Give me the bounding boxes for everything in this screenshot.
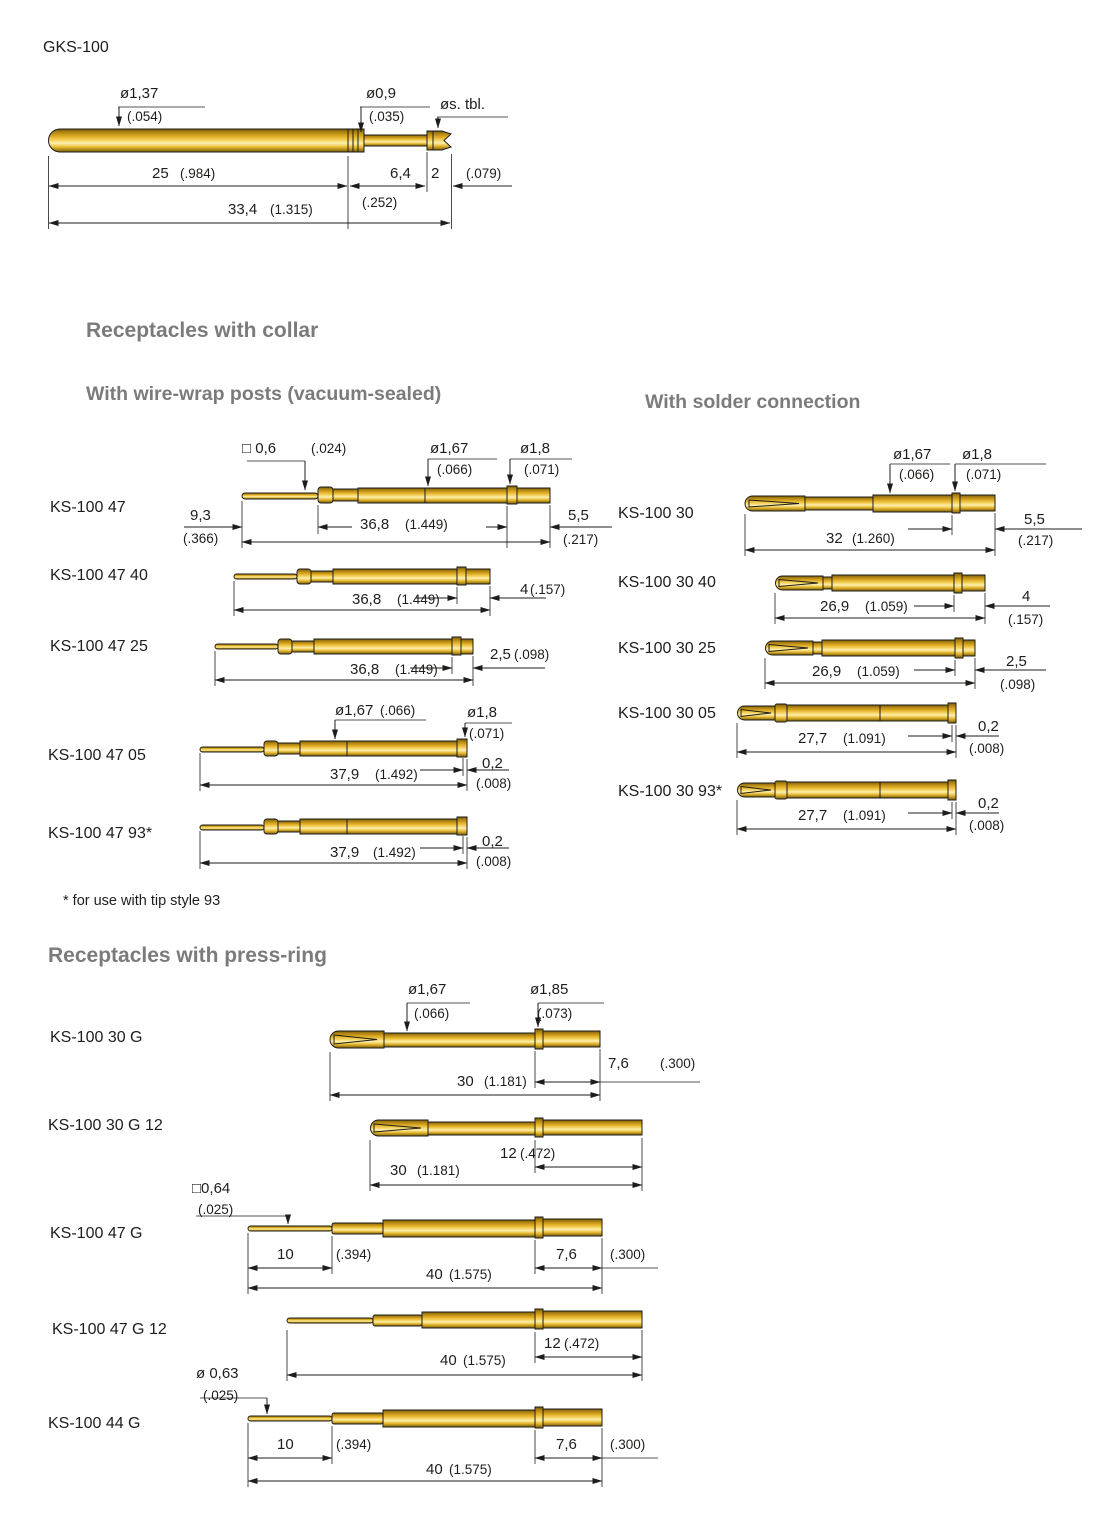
part-name: KS-100 30 40 — [618, 574, 716, 591]
dim-len1-metric: 25 — [152, 165, 169, 182]
dim-dia1-metric: ø1,67 — [335, 702, 374, 719]
part-name: KS-100 47 40 — [50, 567, 148, 584]
dim-tail-metric: 0,2 — [978, 795, 999, 812]
dim-dia1-metric: ø1,67 — [408, 981, 447, 998]
dim-len2-metric: 6,4 — [390, 165, 411, 182]
dim-len2-inch: (.252) — [362, 195, 398, 210]
dim-dia1-metric: ø1,37 — [120, 85, 159, 102]
dim-len1-inch: (.984) — [180, 166, 216, 181]
dim-tail-metric: 2,5 — [490, 646, 511, 663]
dim-tail-inch: (.008) — [476, 776, 512, 791]
part-name: KS-100 30 25 — [618, 640, 716, 657]
dim-length-metric: 40 — [426, 1461, 443, 1478]
dim-dia-inch: (.025) — [203, 1388, 239, 1403]
part-name: KS-100 30 G 12 — [48, 1117, 163, 1134]
dim-dia2-inch: (.073) — [537, 1006, 573, 1021]
dim-length-inch: (1.492) — [373, 845, 416, 860]
ks-100-47-g-12-drawing — [200, 1309, 642, 1414]
dim-length-metric: 30 — [390, 1162, 407, 1179]
dim-total-inch: (1.315) — [270, 202, 313, 217]
dim-tail-inch: (.472) — [520, 1146, 556, 1161]
dim-tail-inch: (.157) — [1008, 612, 1044, 627]
dim-square-inch: (.025) — [198, 1202, 234, 1217]
dim-post-metric: 10 — [277, 1436, 294, 1453]
dim-total-metric: 33,4 — [228, 201, 258, 218]
part-name: KS-100 30 93* — [618, 783, 723, 800]
dim-tail-metric: 2,5 — [1006, 653, 1027, 670]
dim-length-metric: 36,8 — [360, 516, 390, 533]
dim-tail-metric: 0,2 — [482, 755, 503, 772]
part-name: KS-100 44 G — [48, 1415, 141, 1432]
dim-tail-metric: 0,2 — [978, 718, 999, 735]
dim-square-inch: (.024) — [311, 441, 347, 456]
dim-length-metric: 26,9 — [820, 598, 850, 615]
part-name: KS-100 47 05 — [48, 747, 146, 764]
dim-length-metric: 32 — [826, 530, 843, 547]
dim-length-inch: (1.181) — [417, 1163, 460, 1178]
dim-length-inch: (1.091) — [843, 808, 886, 823]
dim-dia2-metric: ø1,8 — [962, 446, 993, 463]
dim-tail-metric: 0,2 — [482, 833, 503, 850]
dim-dia2-metric: ø1,8 — [467, 704, 498, 721]
dim-tail-metric: 5,5 — [568, 507, 589, 524]
footnote: * for use with tip style 93 — [63, 893, 221, 909]
dim-len3-inch: (.079) — [466, 166, 502, 181]
dim-dia1-inch: (.066) — [414, 1006, 450, 1021]
part-name: KS-100 47 G 12 — [52, 1321, 167, 1338]
dim-tail-inch: (.157) — [530, 582, 566, 597]
dim-length-metric: 40 — [440, 1352, 457, 1369]
ks-100-47-40-drawing — [234, 567, 546, 616]
dim-length-inch: (1.492) — [375, 767, 418, 782]
dim-dia1-inch: (.066) — [899, 467, 935, 482]
page-title: GKS-100 — [43, 39, 109, 56]
dim-tail-inch: (.217) — [1018, 533, 1054, 548]
heading-collar: Receptacles with collar — [86, 319, 319, 342]
dim-tail-inch: (.217) — [563, 532, 599, 547]
dim-dia1-metric: ø1,67 — [893, 446, 932, 463]
ks-100-47-93-drawing — [200, 817, 512, 869]
dim-dia2-inch: (.071) — [966, 467, 1002, 482]
dim-length-metric: 37,9 — [330, 844, 360, 861]
dim-length-inch: (1.575) — [449, 1462, 492, 1477]
dim-dia2-metric: ø1,8 — [520, 440, 551, 457]
dim-dia1-inch: (.066) — [437, 462, 473, 477]
dim-length-inch: (1.181) — [484, 1074, 527, 1089]
dim-length-metric: 36,8 — [352, 591, 382, 608]
dim-dia-metric: ø 0,63 — [196, 1365, 239, 1382]
dim-length-metric: 30 — [457, 1073, 474, 1090]
dim-square-metric: □ 0,6 — [242, 440, 277, 457]
dim-length-metric: 26,9 — [812, 663, 842, 680]
dim-length-metric: 27,7 — [798, 730, 828, 747]
dim-dia2-metric: ø0,9 — [366, 85, 397, 102]
dim-tail-metric: 7,6 — [556, 1246, 577, 1263]
part-name: KS-100 47 93* — [48, 825, 153, 842]
dim-dia2-metric: ø1,85 — [530, 981, 569, 998]
dim-tail-metric: 7,6 — [608, 1055, 629, 1072]
dim-length-inch: (1.091) — [843, 731, 886, 746]
dim-tail-metric: 12 — [544, 1335, 561, 1352]
dim-tail-inch: (.300) — [610, 1247, 646, 1262]
dim-post-inch: (.394) — [336, 1247, 372, 1262]
dim-post-metric: 9,3 — [190, 507, 211, 524]
dim-dia1-inch: (.054) — [127, 109, 163, 124]
dim-length-inch: (1.449) — [405, 517, 448, 532]
dim-dia2-inch: (.071) — [524, 462, 560, 477]
part-name: KS-100 47 25 — [50, 638, 148, 655]
dim-length-inch: (1.059) — [865, 599, 908, 614]
heading-press-ring: Receptacles with press-ring — [48, 944, 327, 967]
dim-length-inch: (1.449) — [397, 592, 440, 607]
dim-tail-inch: (.472) — [564, 1336, 600, 1351]
dim-tail-metric: 4 — [520, 581, 529, 598]
dim-tail-inch: (.008) — [476, 854, 512, 869]
dim-tail-metric: 7,6 — [556, 1436, 577, 1453]
dim-post-metric: 10 — [277, 1246, 294, 1263]
dim-length-metric: 27,7 — [798, 807, 828, 824]
dim-length-inch: (1.059) — [857, 664, 900, 679]
dim-dia2-inch: (.071) — [469, 726, 505, 741]
dim-tail-inch: (.008) — [969, 741, 1005, 756]
dim-tail-metric: 5,5 — [1024, 511, 1045, 528]
dim-length-inch: (1.260) — [852, 531, 895, 546]
dim-tail-inch: (.098) — [514, 647, 550, 662]
dim-dia2-inch: (.035) — [369, 109, 405, 124]
dim-length-inch: (1.575) — [463, 1353, 506, 1368]
part-name: KS-100 30 G — [50, 1029, 143, 1046]
part-name: KS-100 47 G — [50, 1225, 143, 1242]
dim-tip-dia: øs. tbl. — [440, 96, 486, 113]
dim-length-inch: (1.575) — [449, 1267, 492, 1282]
dim-tail-inch: (.008) — [969, 818, 1005, 833]
dim-length-inch: (1.449) — [395, 662, 438, 677]
heading-wire-wrap: With wire-wrap posts (vacuum-sealed) — [86, 383, 442, 405]
dim-tail-inch: (.098) — [1000, 677, 1036, 692]
part-name: KS-100 47 — [50, 499, 126, 516]
dim-square-metric: □0,64 — [192, 1180, 231, 1197]
dim-dia1-metric: ø1,67 — [430, 440, 469, 457]
heading-solder: With solder connection — [645, 391, 861, 413]
dim-len3-metric: 2 — [431, 165, 440, 182]
part-name: KS-100 30 05 — [618, 705, 716, 722]
part-name: KS-100 30 — [618, 505, 694, 522]
dim-dia1-inch: (.066) — [380, 703, 416, 718]
dim-post-inch: (.366) — [183, 531, 219, 546]
dim-length-metric: 37,9 — [330, 766, 360, 783]
dim-length-metric: 40 — [426, 1266, 443, 1283]
dim-tail-metric: 12 — [500, 1145, 517, 1162]
dim-post-inch: (.394) — [336, 1437, 372, 1452]
dim-length-metric: 36,8 — [350, 661, 380, 678]
dim-tail-inch: (.300) — [610, 1437, 646, 1452]
dim-tail-metric: 4 — [1022, 588, 1031, 605]
dim-tail-inch: (.300) — [660, 1056, 696, 1071]
